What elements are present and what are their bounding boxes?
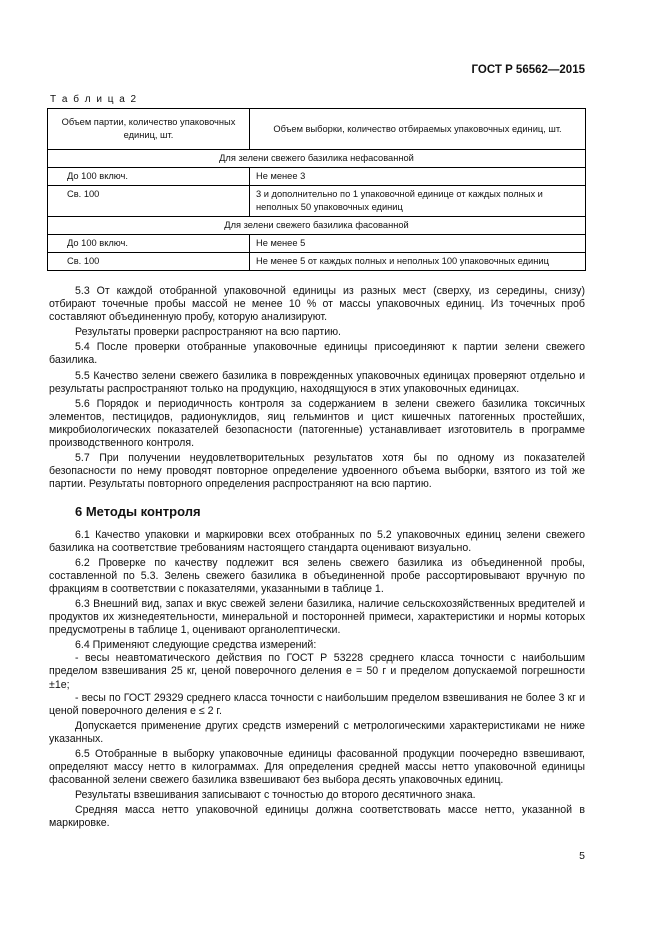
section-heading: 6 Методы контроля (75, 504, 201, 520)
table-row (48, 253, 586, 271)
paragraph-6-4: 6.4 Применяют следующие средства измерений: (75, 639, 317, 652)
sample-size-cell: Не менее 5 от каждых полных и неполных 100 упаковочных единиц (250, 253, 586, 271)
paragraph: Допускается применение других средств измерений с метрологическими характеристиками не ниже указанных. (49, 719, 585, 745)
sample-size-cell: 3 и дополнительно по 1 упаковочной единице от каждых полных и неполных 50 упаковочных единиц (250, 186, 586, 217)
paragraph: Средняя масса нетто упаковочной единицы должна соответствовать массе нетто, указанной в маркировке. (49, 804, 585, 830)
document-body (49, 285, 585, 831)
lot-size-cell: До 100 включ. (48, 168, 250, 186)
paragraph-6-1: 6.1 Качество упаковки и маркировки всех отобранных по 5.2 упаковочных единиц зелени свежего базилика на соответствие требованиям настоящего стандарта оценивают визуально. (49, 528, 585, 554)
paragraph: Результаты взвешивания записывают с точностью до второго десятичного знака. (75, 789, 476, 802)
lot-size-cell: Св. 100 (48, 253, 250, 271)
col1-header: Объем партии, количество упаковочных единиц, шт. (48, 109, 250, 150)
sample-size-cell: Не менее 3 (250, 168, 586, 186)
document-header: ГОСТ Р 56562—2015 (471, 64, 585, 76)
section-row (48, 150, 586, 168)
page-number: 5 (579, 850, 585, 862)
paragraph-5-3: 5.3 От каждой отобранной упаковочной единицы из разных мест (сверху, из середины, снизу) отбирают точечные пробы массой не менее 10 % от массы упаковочных единиц. Из точечных проб составляют объединенную пробу, которую анализируют. (49, 285, 585, 324)
table-header-row (48, 109, 586, 150)
paragraph: Результаты проверки распространяют на всю партию. (75, 326, 341, 339)
section-title: Для зелени свежего базилика фасованной (48, 217, 586, 235)
paragraph-6-5: 6.5 Отобранные в выборку упаковочные единицы фасованной продукции поочередно взвешивают, определяют массу нетто в килограммах. Для определения средней массы нетто упаковочной единицы фасованной зелени свежего базилика взвешивают без выбора десять упаковочных единиц. (49, 748, 585, 787)
paragraph-5-6: 5.6 Порядок и периодичность контроля за содержанием в зелени свежего базилика токсичных элементов, пестицидов, радионуклидов, яиц гельминтов и цист кишечных патогенных простейших, микробиологических показателей безопасности (патогенные) устанавливает изготовитель в программе производственного контроля. (49, 397, 585, 450)
lot-size-cell: Св. 100 (48, 186, 250, 217)
sample-size-table (47, 108, 586, 271)
lot-size-cell: До 100 включ. (48, 235, 250, 253)
table-row (48, 186, 586, 217)
paragraph-5-7: 5.7 При получении неудовлетворительных результатов хотя бы по одному из показателей безопасности по нему проводят повторное определение удвоенного объема выборки, взятого из той же партии. Результаты повторного определения распространяют на всю партию. (49, 452, 585, 491)
list-item: - весы неавтоматического действия по ГОСТ Р 53228 среднего класса точности с наибольшим пределом взвешивания 25 кг, ценой поверочного деления е = 50 г и пределом допускаемой погрешности ±1е; (49, 652, 585, 691)
section-row (48, 217, 586, 235)
paragraph-6-2: 6.2 Проверке по качеству подлежит вся зелень свежего базилика из объединенной пробы, составленной по 5.3. Зелень свежего базилика в объединенной пробе рассортировывают вручную по фракциям в соответствии с показателями, указанными в таблице 1. (49, 556, 585, 595)
col2-header: Объем выборки, количество отбираемых упаковочных единиц, шт. (250, 109, 586, 150)
table-caption: Т а б л и ц а 2 (50, 94, 138, 105)
paragraph-5-5: 5.5 Качество зелени свежего базилика в поврежденных упаковочных единицах проверяют отдельно и результаты распространяют только на продукцию, находящуюся в этих упаковочных единицах. (49, 369, 585, 395)
table-row (48, 168, 586, 186)
paragraph-6-3: 6.3 Внешний вид, запах и вкус свежей зелени базилика, наличие сельскохозяйственных вредителей и продуктов их жизнедеятельности, минеральной и посторонней примеси, характеристики и нормы которых предусмотрены в таблице 1, оценивают органолептически. (49, 597, 585, 637)
sample-size-cell: Не менее 5 (250, 235, 586, 253)
paragraph-5-4: 5.4 После проверки отобранные упаковочные единицы присоединяют к партии зелени свежего базилика. (49, 341, 585, 367)
table-row (48, 235, 586, 253)
section-title: Для зелени свежего базилика нефасованной (48, 150, 586, 168)
list-item: - весы по ГОСТ 29329 среднего класса точности с наибольшим пределом взвешивания не более 3 кг и ценой поверочного деления е ≤ 2 г. (49, 691, 585, 717)
